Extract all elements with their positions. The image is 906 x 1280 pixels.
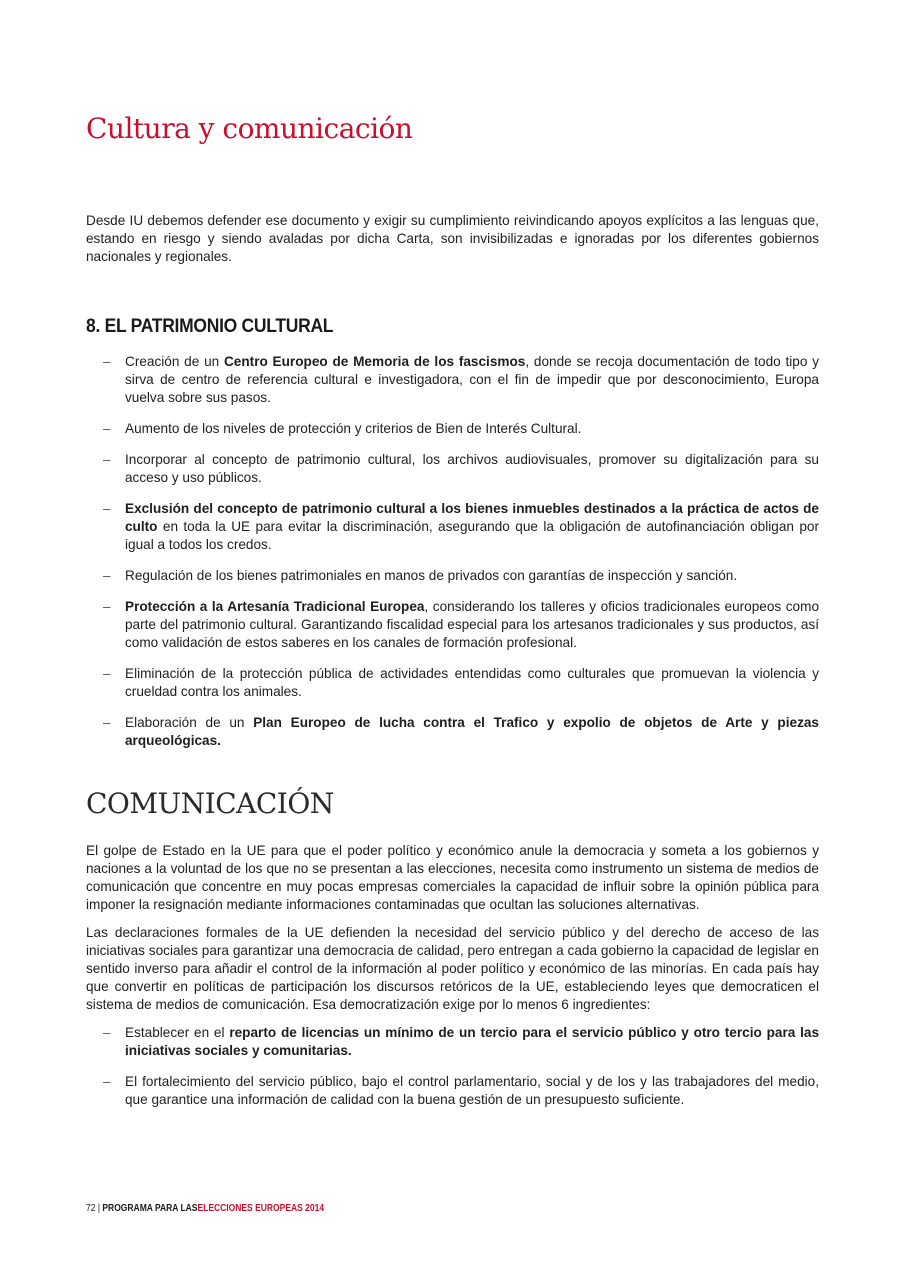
comunicacion-heading: COMUNICACIÓN	[86, 787, 334, 820]
patrimonio-heading: 8. EL PATRIMONIO CULTURAL	[86, 316, 334, 337]
section-title: Cultura y comunicación	[86, 112, 413, 145]
footer-program: PROGRAMA PARA LAS	[102, 1203, 198, 1214]
list-item: – Protección a la Artesanía Tradicional Europea, considerando los talleres y oficios tradicionales europeos como parte del patrimonio cultural. Garantizando fiscalidad especial para los artesanos tradicionales y sus productos, así como validación de estos saberes en los canales de formación profesional.	[103, 599, 820, 650]
list-item: – Eliminación de la protección pública de actividades entendidas como culturales que promuevan la violencia y crueldad contra los animales.	[103, 666, 819, 699]
list-item: – Establecer en el reparto de licencias un mínimo de un tercio para el servicio público y otro tercio para las iniciativas sociales y comunitarias.	[103, 1025, 820, 1058]
list-item: – Exclusión del concepto de patrimonio cultural a los bienes inmuebles destinados a la práctica de actos de culto en toda la UE para evitar la discriminación, asegurando que la obligación de autofinanciación obligan por igual a todos los credos.	[103, 501, 819, 552]
comunicacion-paragraph: El golpe de Estado en la UE para que el poder político y económico anule la democracia y someta a los gobiernos y naciones a la voluntad de los que no se presentan a las elecciones, necesita como instrumento un sistema de medios de comunicación que concentre en muy pocas empresas comerciales la capacidad de influir sobre la opinión pública para imponer la resignación mediante informaciones contaminadas que ocultan las soluciones alternativas.	[86, 843, 819, 912]
list-item: – Aumento de los niveles de protección y criterios de Bien de Interés Cultural.	[103, 421, 582, 436]
list-item: – Incorporar al concepto de patrimonio cultural, los archivos audiovisuales, promover su digitalización para su acceso y uso públicos.	[103, 452, 819, 485]
page-footer	[86, 1203, 324, 1214]
list-item: – Elaboración de un Plan Europeo de lucha contra el Trafico y expolio de objetos de Arte y piezas arqueológicas.	[103, 715, 819, 748]
patrimonio-list	[86, 353, 819, 763]
comunicacion-paragraph: Las declaraciones formales de la UE defienden la necesidad del servicio público y del derecho de acceso de las iniciativas sociales para garantizar una democracia de calidad, pero entregan a cada gobierno la capacidad de legislar en sentido inverso para añadir el control de la información al poder político y económico de las minorías. En cada país hay que convertir en políticas de participación los discursos retóricos de la UE, estableciendo leyes que democraticen el sistema de medios de comunicación. Esa democratización exige por lo menos 6 ingredientes:	[86, 925, 819, 1012]
footer-elections: ELECCIONES EUROPEAS 2014	[197, 1203, 325, 1214]
comunicacion-body	[86, 842, 819, 1122]
list-item: – Regulación de los bienes patrimoniales en manos de privados con garantías de inspección y sanción.	[103, 568, 738, 583]
list-item: – Creación de un Centro Europeo de Memoria de los fascismos, donde se recoja documentación de todo tipo y sirva de centro de referencia cultural e investigadora, con el fin de impedir que por desconocimiento, Europa vuelva sobre sus pasos.	[103, 354, 819, 405]
intro-paragraph: Desde IU debemos defender ese documento y exigir su cumplimiento reivindicando apoyos explícitos a las lenguas que, estando en riesgo y siendo avaladas por dicha Carta, son invisibilizadas e ignoradas por los diferentes gobiernos nacionales y regionales.	[86, 213, 819, 264]
comunicacion-list	[86, 1024, 819, 1109]
list-item: – El fortalecimiento del servicio público, bajo el control parlamentario, social y de los y las trabajadores del medio, que garantice una información de calidad con la buena gestión de un presupuesto suficiente.	[103, 1074, 819, 1107]
page-number: 72 |	[86, 1203, 101, 1214]
